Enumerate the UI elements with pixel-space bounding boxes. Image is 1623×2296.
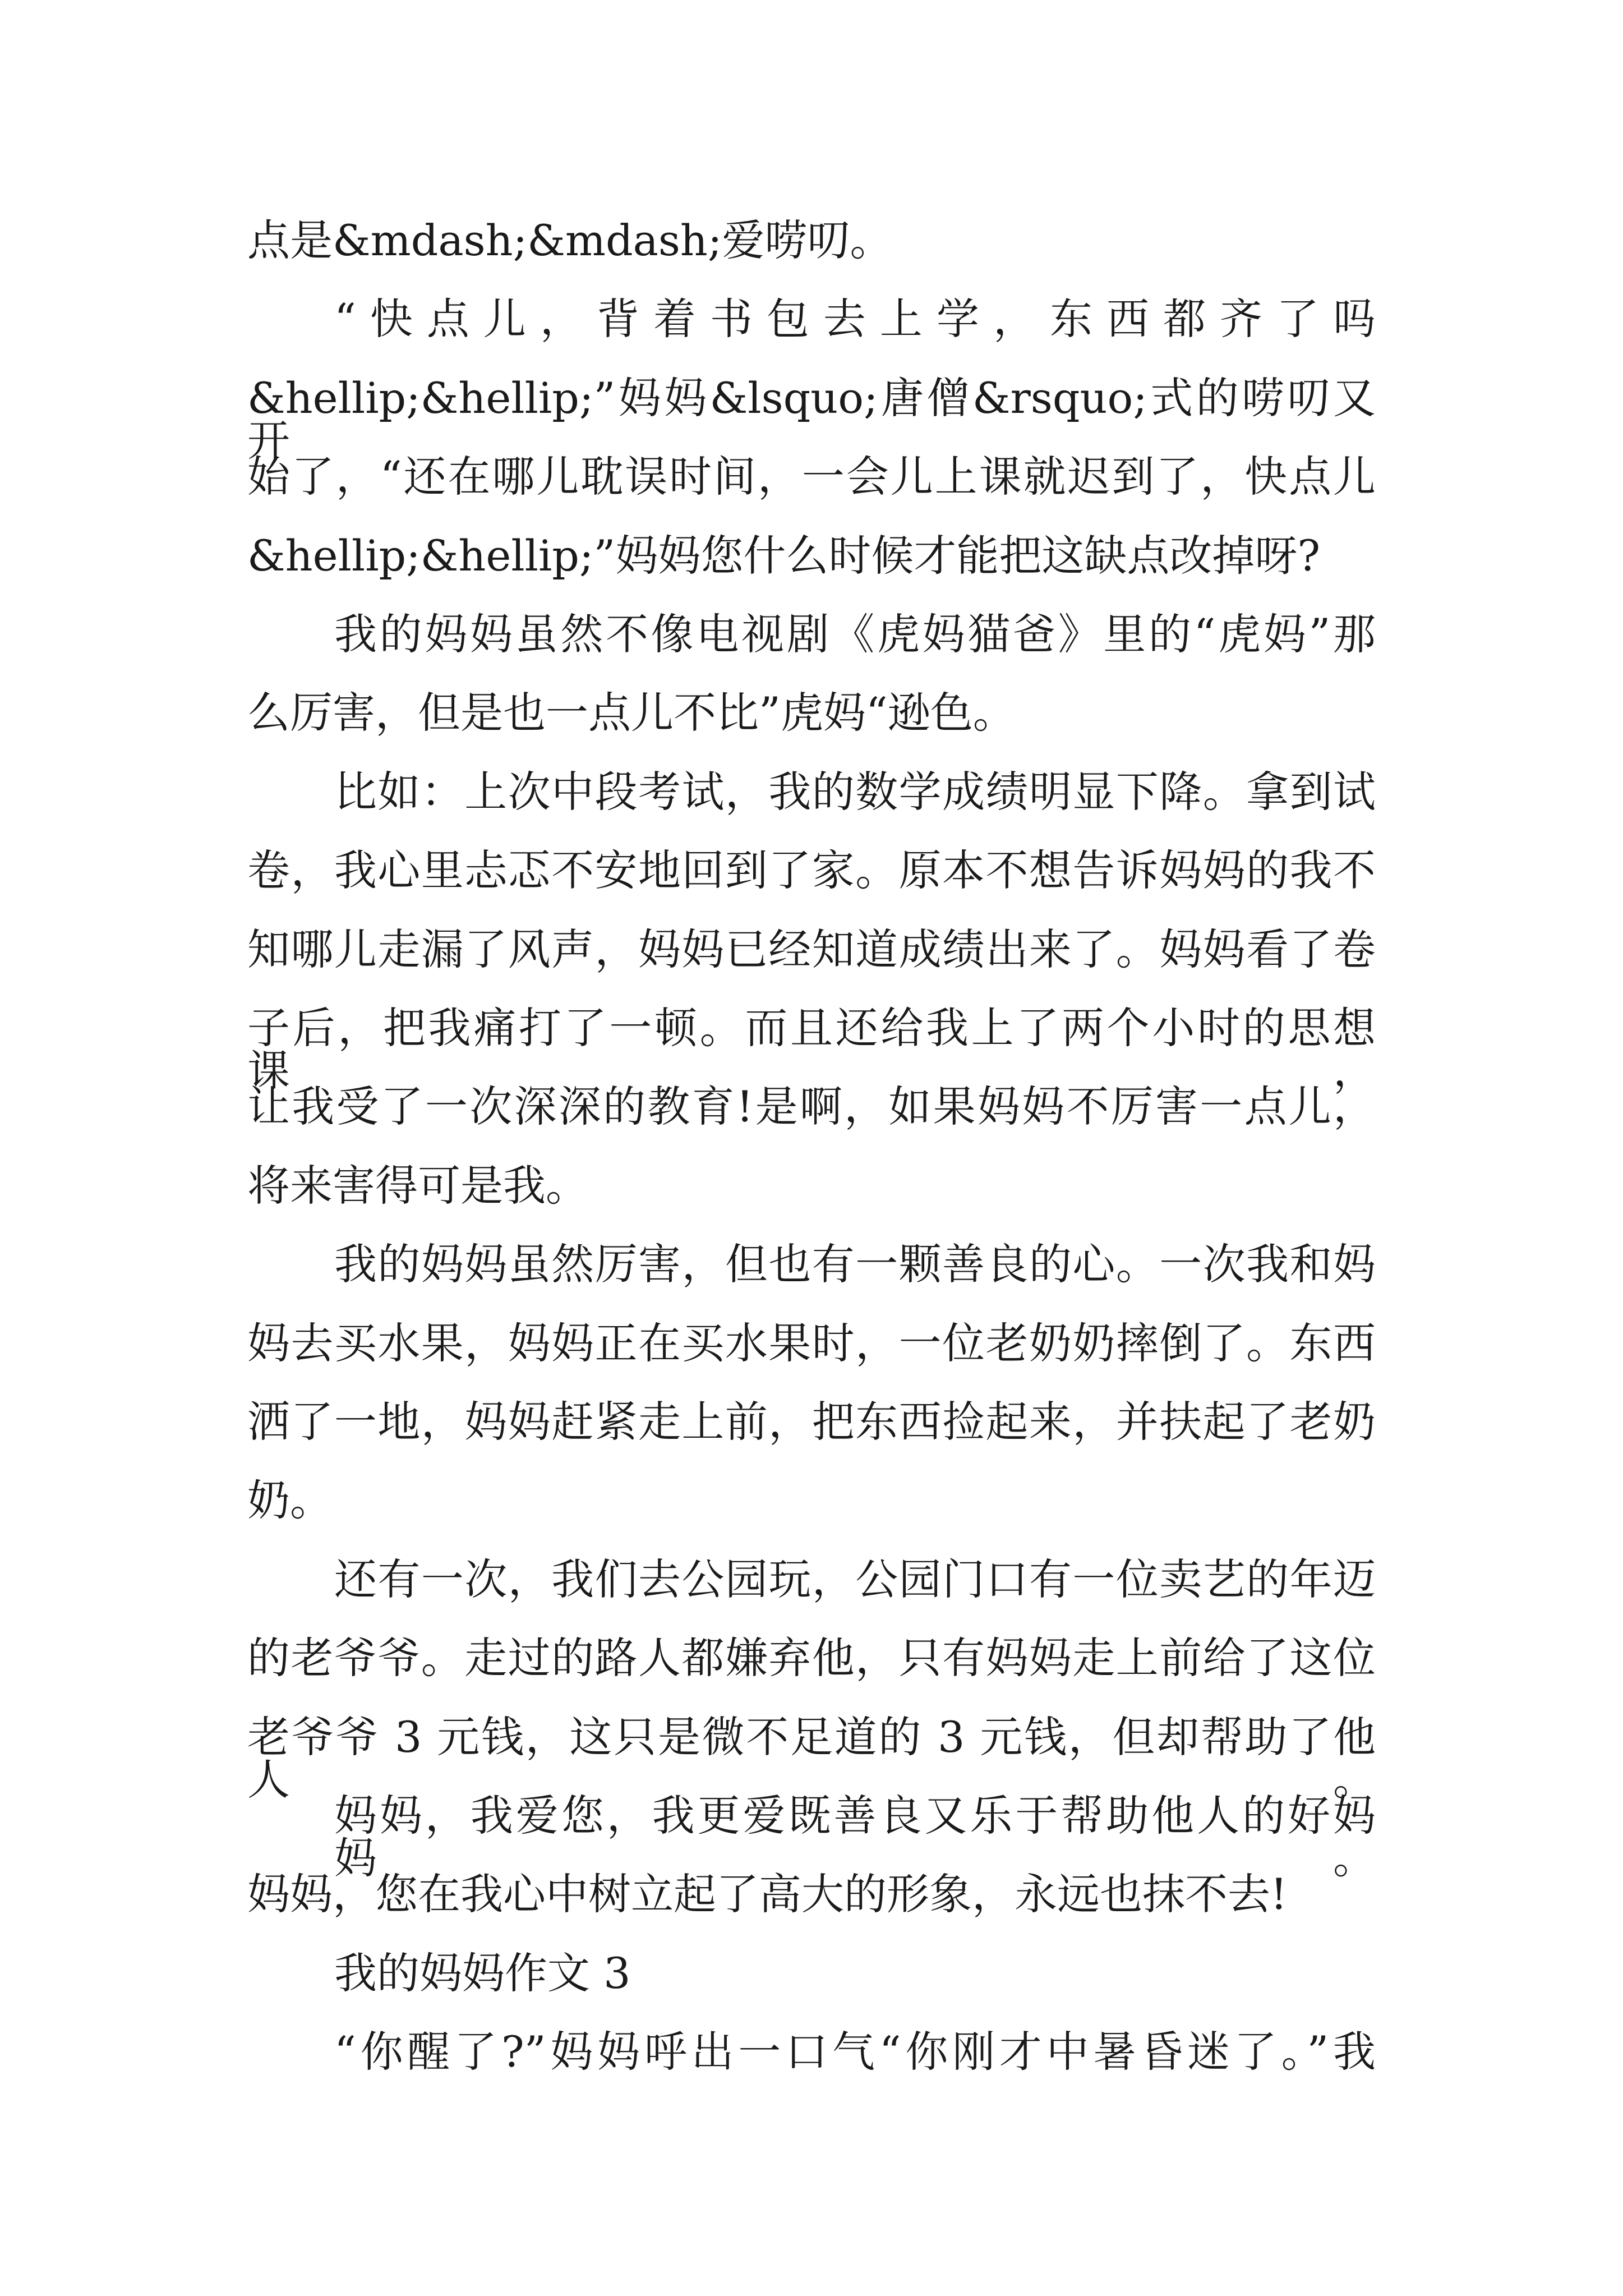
text-line: 还有一次，我们去公园玩，公园门口有一位卖艺的年迈 <box>334 1554 1376 1604</box>
text-line: 点是&mdash;&mdash;爱唠叨。 <box>247 215 893 265</box>
text-line: 妈妈，我爱您，我更爱既善良又乐于帮助他人的好妈妈。 <box>334 1791 1376 1883</box>
text-line: 将来害得可是我。 <box>247 1161 588 1211</box>
text-line: 让我受了一次深深的教育!是啊，如果妈妈不厉害一点儿， <box>247 1082 1376 1131</box>
text-line: 洒了一地，妈妈赶紧走上前，把东西捡起来，并扶起了老奶 <box>247 1397 1376 1447</box>
text-line: 比如：上次中段考试，我的数学成绩明显下降。拿到试 <box>334 767 1376 817</box>
text-line: 卷，我心里忐忑不安地回到了家。原本不想告诉妈妈的我不 <box>247 845 1376 895</box>
text-line: 知哪儿走漏了风声，妈妈已经知道成绩出来了。妈妈看了卷 <box>247 924 1376 974</box>
text-line: &hellip;&hellip;”妈妈&lsquo;唐僧&rsquo;式的唠叨又开 <box>247 373 1376 466</box>
text-line: “你醒了?”妈妈呼出一口气“你刚才中暑昏迷了。”我 <box>334 2027 1376 2077</box>
text-line: 奶。 <box>247 1475 333 1525</box>
text-line: 我的妈妈虽然不像电视剧《虎妈猫爸》里的“虎妈”那 <box>334 609 1376 659</box>
text-line: 么厉害，但是也一点儿不比”虎妈“逊色。 <box>247 688 1016 738</box>
text-line: 妈妈，您在我心中树立起了高大的形象，永远也抹不去! <box>247 1869 1288 1919</box>
text-line: 老爷爷 3 元钱，这只是微不足道的 3 元钱，但却帮助了他人。 <box>247 1712 1376 1805</box>
text-line: 始了，“还在哪儿耽误时间，一会儿上课就迟到了，快点儿 <box>247 452 1376 501</box>
text-line: “快点儿，背着书包去上学，东西都齐了吗 <box>334 294 1376 344</box>
text-line: 子后，把我痛打了一顿。而且还给我上了两个小时的思想课， <box>247 1003 1376 1096</box>
text-line: 妈去买水果，妈妈正在买水果时，一位老奶奶摔倒了。东西 <box>247 1318 1376 1368</box>
text-line: &hellip;&hellip;”妈妈您什么时候才能把这缺点改掉呀? <box>247 531 1321 581</box>
section-heading: 我的妈妈作文 3 <box>334 1948 631 1998</box>
text-line: 的老爷爷。走过的路人都嫌弃他，只有妈妈走上前给了这位 <box>247 1633 1376 1683</box>
text-line: 我的妈妈虽然厉害，但也有一颗善良的心。一次我和妈 <box>334 1239 1376 1289</box>
